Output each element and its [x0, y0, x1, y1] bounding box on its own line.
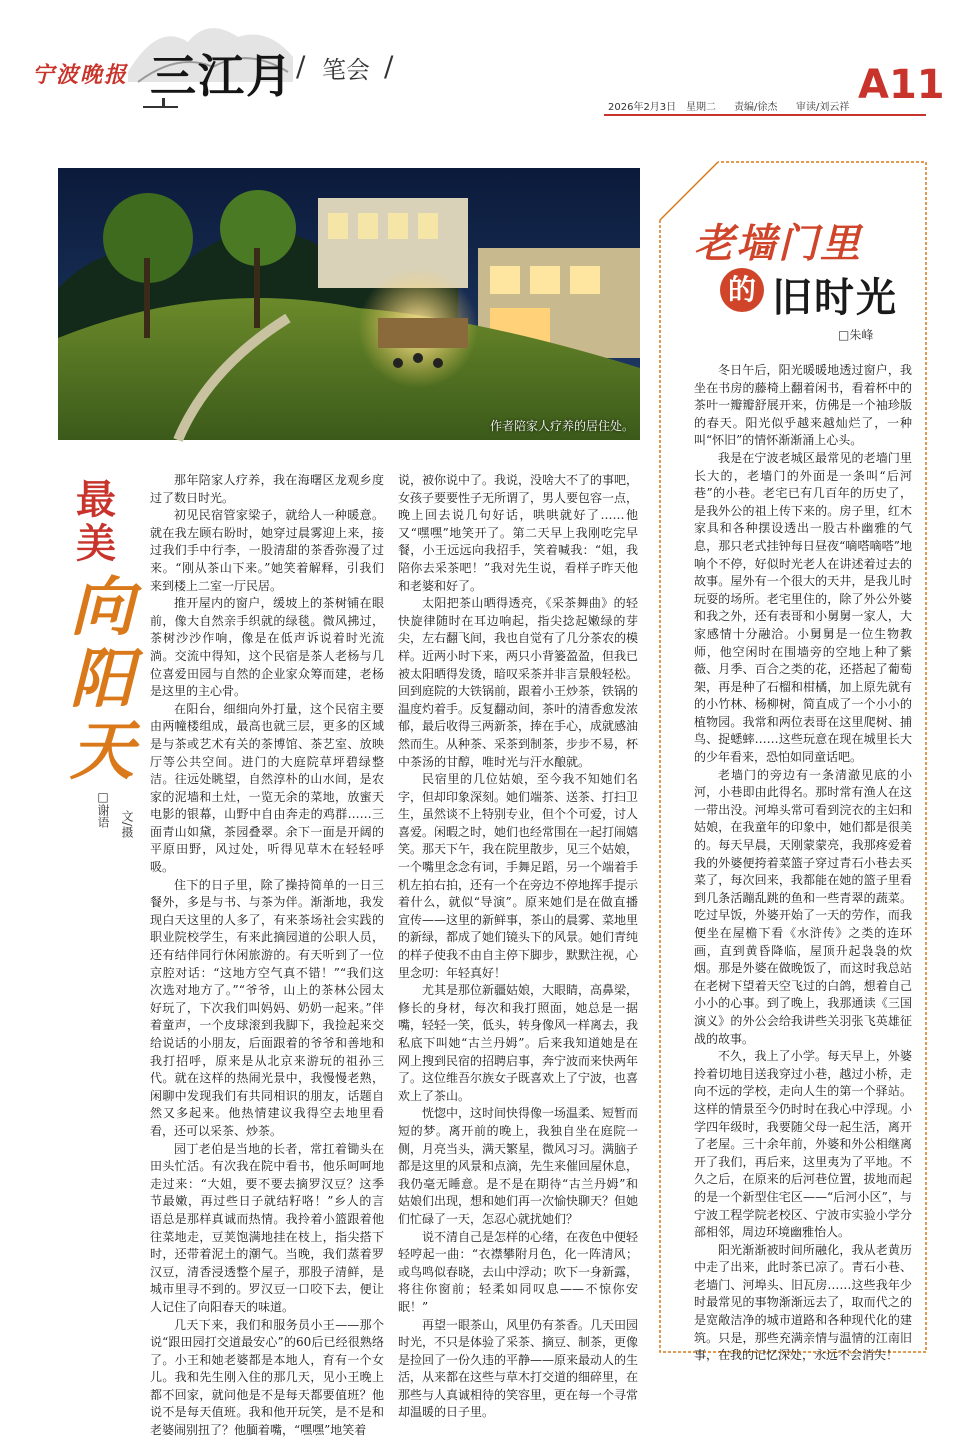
photo-caption: 作者陪家人疗养的居住处。	[489, 419, 634, 433]
paragraph: 阳光渐渐被时间所融化，我从老黄历中走了出来，此时茶已凉了。青石小巷、老墙门、河埠头、旧瓦房……这些我年少时最常见的事物渐渐远去了，取而代之的是宽敞洁净的城市道路和各种现代化的建筑。只是，那些充满亲情与温情的江南旧事，在我的记忆深处，永远不会消失！	[694, 1242, 912, 1363]
column-divider-icon: /	[384, 50, 394, 83]
paragraph: 说不清自己是怎样的心绪，在夜色中便轻轻哼起一曲：“衣襟攀附月色，化一阵清风；或鸟鸣似春晓，去山中浮动；吹下一身新露，将往你窗前；轻柔如同叹息——不惊你安眠！”	[398, 1229, 639, 1314]
paragraph: 园丁老伯是当地的长者，常扛着锄头在田头忙活。有次我在院中看书，他乐呵呵地走过来：“大姐，要不要去摘罗汉豆？这季节最嫩，再过些日子就结籽咯！”乡人的言语总是那样真诚而热情。我拎着小篮跟着他往菜地走，豆荚饱满地挂在枝上，指尖搭下时，还带着泥土的潮气。当晚，我们蒸着罗汉豆，清香浸透整个屋子，那股子清鲜，是城市里寻不到的。罗汉豆一口咬下去，便让人记住了向阳春天的味道。	[150, 1141, 384, 1314]
paragraph: 冬日午后，阳光暖暖地透过窗户，我坐在书房的藤椅上翻着闲书，看着杯中的茶叶一瓣瓣舒展开来，仿佛是一个袖珍版的春天。阳光似乎越来越灿烂了，一种叫“怀旧”的情怀渐渐涌上心头。	[694, 363, 912, 448]
paragraph: 再望一眼茶山，风里仍有茶香。几天田园时光，不只是体验了采茶、摘豆、制茶，更像是捡回了一份久违的平静——原来最动人的生活，从来都在这些与草木打交道的细碎里，在那些与人真诚相待的笑容里，更在每一个寻常却温暖的日子里。	[398, 1317, 639, 1420]
paragraph: 太阳把茶山晒得透亮，《采茶舞曲》的轻快旋律随时在耳边响起，指尖捻起嫩绿的芽尖，左右翻飞间，我也自觉有了几分茶农的模样。近两小时下来，两只小背篓盈盈，但我已被太阳晒得发烫，暗叹采茶并非言景般轻松。回到庭院的大铁锅前，跟着小王炒茶，铁锅的温度灼着手。反复翻动间，茶叶的清香愈发浓郁，最后收得三两新茶，捧在手心，成就感油然而生。从种茶、采茶到制茶，步步不易，杯中茶汤的甘醇，唯时光与汗水酿就。	[398, 596, 639, 769]
column-divider-icon: /	[296, 50, 306, 83]
paragraph: 不久，我上了小学。每天早上，外婆拎着切地目送我穿过小巷，越过小桥，走向不远的学校，走向人生的第一个驿站。这样的情景至今仍时时在我心中浮现。小学四年级时，我要随父母一起生活，离开了老屋。三十余年前，外婆和外公相继离开了我们，再后来，这里夷为了平地。不久之后，在原来的后河巷位置，拔地而起的是一个新型住宅区——“后河小区”，与宁波工程学院老校区、宁波市实验小学分部相邻，周边环境幽雅怡人。	[694, 1049, 912, 1240]
reviewer-credit: 审读/刘云祥	[796, 102, 850, 113]
left-article-column-2	[398, 472, 639, 1420]
newspaper-brand-logo: 宁波晚报	[32, 62, 129, 88]
sub-column-name: 笔会	[322, 56, 370, 84]
paragraph: 推开屋内的窗户，缓坡上的茶树铺在眼前，像大自然亲手织就的绿毯。微风拂过，茶树沙沙作响，像是在低声诉说着时光流淌。交流中得知，这个民宿是茶人老杨与几位喜爱田园与自然的企业家众筹而建，老杨是这里的主心骨。	[150, 596, 384, 699]
left-article-author: □谢语	[96, 790, 110, 828]
article-photo	[58, 168, 640, 440]
right-article-author: □朱峰	[838, 328, 874, 342]
paragraph: 说，被你说中了。我说，没啥大不了的事吧，女孩子要要性子无所谓了，男人要包容一点，晚上回去说几句好话，哄哄就好了……他又“嘿嘿”地笑开了。第二天早上我刚吃完早餐，小王远远向我招手，笑着喊我：“姐，我陪你去采茶吧！”我对先生说，看样子昨天他和老婆和好了。	[398, 473, 639, 593]
paragraph: 老墙门的旁边有一条清澈见底的小河，小巷即由此得名。那时常有渔人在这一带出没。河埠头常可看到浣衣的主妇和姑娘，在我童年的印象中，她们都是很美的。每天早晨，天刚蒙蒙亮，我那疼爱着我的外婆便挎着菜篮子穿过青石小巷去买菜了，每次回来，我都能在她的篮子里看到几条活蹦乱跳的鱼和一些青翠的蔬菜。吃过早饭，外婆开始了一天的劳作，而我便坐在屋檐下看《水浒传》之类的连环画，直到黄昏降临，屋顶升起袅袅的炊烟。那是外婆在做晚饭了，而这时我总站在老树下望着天空飞过的白鸽，想着自己小小的心事。到了晚上，我那通读《三国演义》的外公会给我讲些关羽张飞英雄征战的故事。	[694, 767, 912, 1046]
paragraph: 住下的日子里，除了操持简单的一日三餐外，多是与书、与茶为伴。渐渐地，我发现白天这里的人多了，有来茶场社会实践的职业院校学生，有来此摘园道的公职人员，还有结伴同行休闲旅游的。有天听到了一位京腔对话：“这地方空气真不错！”“我们这次选对地方了。”“爷爷，山上的茶林公园太好玩了，下次我们叫妈妈、奶奶一起来。”伴着童声，一个皮球滚到我脚下，我捡起来交给说话的小朋友，后面跟着的爷爷和善地和我打招呼，原来是从北京来游玩的祖孙三代。就在这样的热闹光景中，我慢慢老熟，闲聊中发现我们有共同相识的朋友，话题自然又多起来。他热情建议我得空去地里看看，还可以采茶、炒茶。	[150, 877, 384, 1138]
page-number: A11	[858, 62, 945, 108]
editor-credit: 责编/徐杰	[734, 102, 778, 113]
column-name: 三江月	[150, 49, 294, 103]
issue-date: 2026年2月3日	[608, 102, 677, 113]
paragraph: 恍惚中，这时间快得像一场温柔、短暂而短的梦。离开前的晚上，我独自坐在庭院一侧，月亮当头，满天繁星，微风习习。满脑子都是这里的风景和点滴，先生来催回屋休息，我仍毫无睡意。是不是在期待“古兰丹姆”和姑娘们出现，想和她们再一次愉快聊天？但她们忙碌了一天，怎忍心就扰她们？	[398, 1106, 639, 1226]
paragraph: 几天下来，我们和服务员小王——那个说“跟田园打交道最安心”的60后已经很熟络了。小王和她老婆都是本地人，育有一个女儿。我和先生刚入住的那几天，见小王晚上都不回家，就问他是不是每天都要值班？他说不是每天值班。我和他开玩笑，是不是和老婆闹别扭了？他腼着嘴，“嘿嘿”地笑着	[150, 1317, 384, 1438]
paragraph: 我是在宁波老城区最常见的老墙门里长大的，老墙门的外面是一条叫“后河巷”的小巷。老宅已有几百年的历史了，是我外公的祖上传下来的。房子里，红木家具和各种摆设透出一股古朴幽雅的气息，那只老式挂钟每日昼夜“嘀嗒嘀嗒”地响个不停，好似时光老人在讲述着过去的故事。屋外有一个很大的天井，是我儿时玩耍的场所。老宅里住的，除了外公外婆和我之外，还有表哥和小舅舅一家人，大家感情十分融洽。小舅舅是一位生物教师，他空闲时在围墙旁的空地上种了紫薇、月季、百合之类的花，还搭起了葡萄架，再是种了石榴和柑橘，加上原先就有的小竹林、杨柳树，简直成了一个小小的植物园。我常和两位表哥在这里爬树、捕鸟、捉蟋蟀……这些玩意在现在城里长大的少年看来，恐怕如同童话吧。	[694, 450, 912, 765]
left-article-credit: 文/摄	[120, 810, 134, 839]
left-article-column-1	[150, 472, 384, 1438]
paragraph: 初见民宿管家梁子，就给人一种暖意。就在我左顾右盼时，她穿过晨雾迎上来，接过我们手中行李，一股清甜的茶香弥漫了过来。“刚从茶山下来。”她笑着解释，引我们来到楼上二室一厅民居。	[150, 508, 384, 593]
right-article-title-part2: 旧时光	[772, 274, 898, 321]
left-article-title-line1: 最美	[76, 476, 116, 567]
right-article-column	[694, 362, 912, 1363]
paragraph: 那年陪家人疗养，我在海曙区龙观乡度过了数日时光。	[150, 473, 384, 505]
paragraph: 民宿里的几位姑娘，至今我不知她们名字，但却印象深刻。她们端茶、送茶、打扫卫生，虽然谈不上特别专业，但个个可爱，讨人喜爱。闲暇之时，她们也经常围在一起打闹嬉笑。那天下午，我在院里散步，见三个姑娘，一个嘴里念念有词，手舞足蹈，另一个端着手机左拍右拍，还有一个在旁边不停地挥手提示着什么，就似“导演”。原来她们是在做直播宣传——这里的新鲜事，茶山的晨雾、菜地里的新绿，都成了她们镜头下的风景。她们青纯的样子使我不由自主停下脚步，默默注视，心里念叨：年轻真好！	[398, 772, 639, 980]
right-article-title-part1: 老墙门里	[694, 220, 862, 267]
header-rule	[604, 114, 926, 116]
night-courtyard-photo	[58, 168, 640, 440]
paragraph: 尤其是那位新疆姑娘，大眼睛，高鼻梁，修长的身材，每次和我打照面，她总是一据嘴，轻轻一笑，低头，转身像风一样离去，我私底下叫她“古兰丹姆”。后来我知道她是在网上搜到民宿的招聘启事，奔宁波而来快两年了。这位维吾尔族女子既喜欢上了宁波，也喜欢上了茶山。	[398, 983, 639, 1103]
right-article-title-de-badge: 的	[720, 268, 764, 312]
left-article-title-line2: 向阳天	[70, 570, 134, 789]
paragraph: 在阳台，细细向外打量，这个民宿主要由两幢楼组成，最高也就三层，更多的区域是与茶或艺术有关的茶博馆、茶艺室、放映厅等公共空间。进门的大庭院草坪碧绿整洁。往远处眺望，自然淳朴的山水间，是农家的泥墙和土灶，一览无余的菜地，放蜜天电影的银幕，山野中自由奔走的鸡群……三面青山如黛，茶园叠翠。余下一面是开阔的平原田野，风过处，听得见草木在轻轻呼吸。	[150, 701, 384, 875]
issue-weekday: 星期二	[686, 102, 716, 113]
